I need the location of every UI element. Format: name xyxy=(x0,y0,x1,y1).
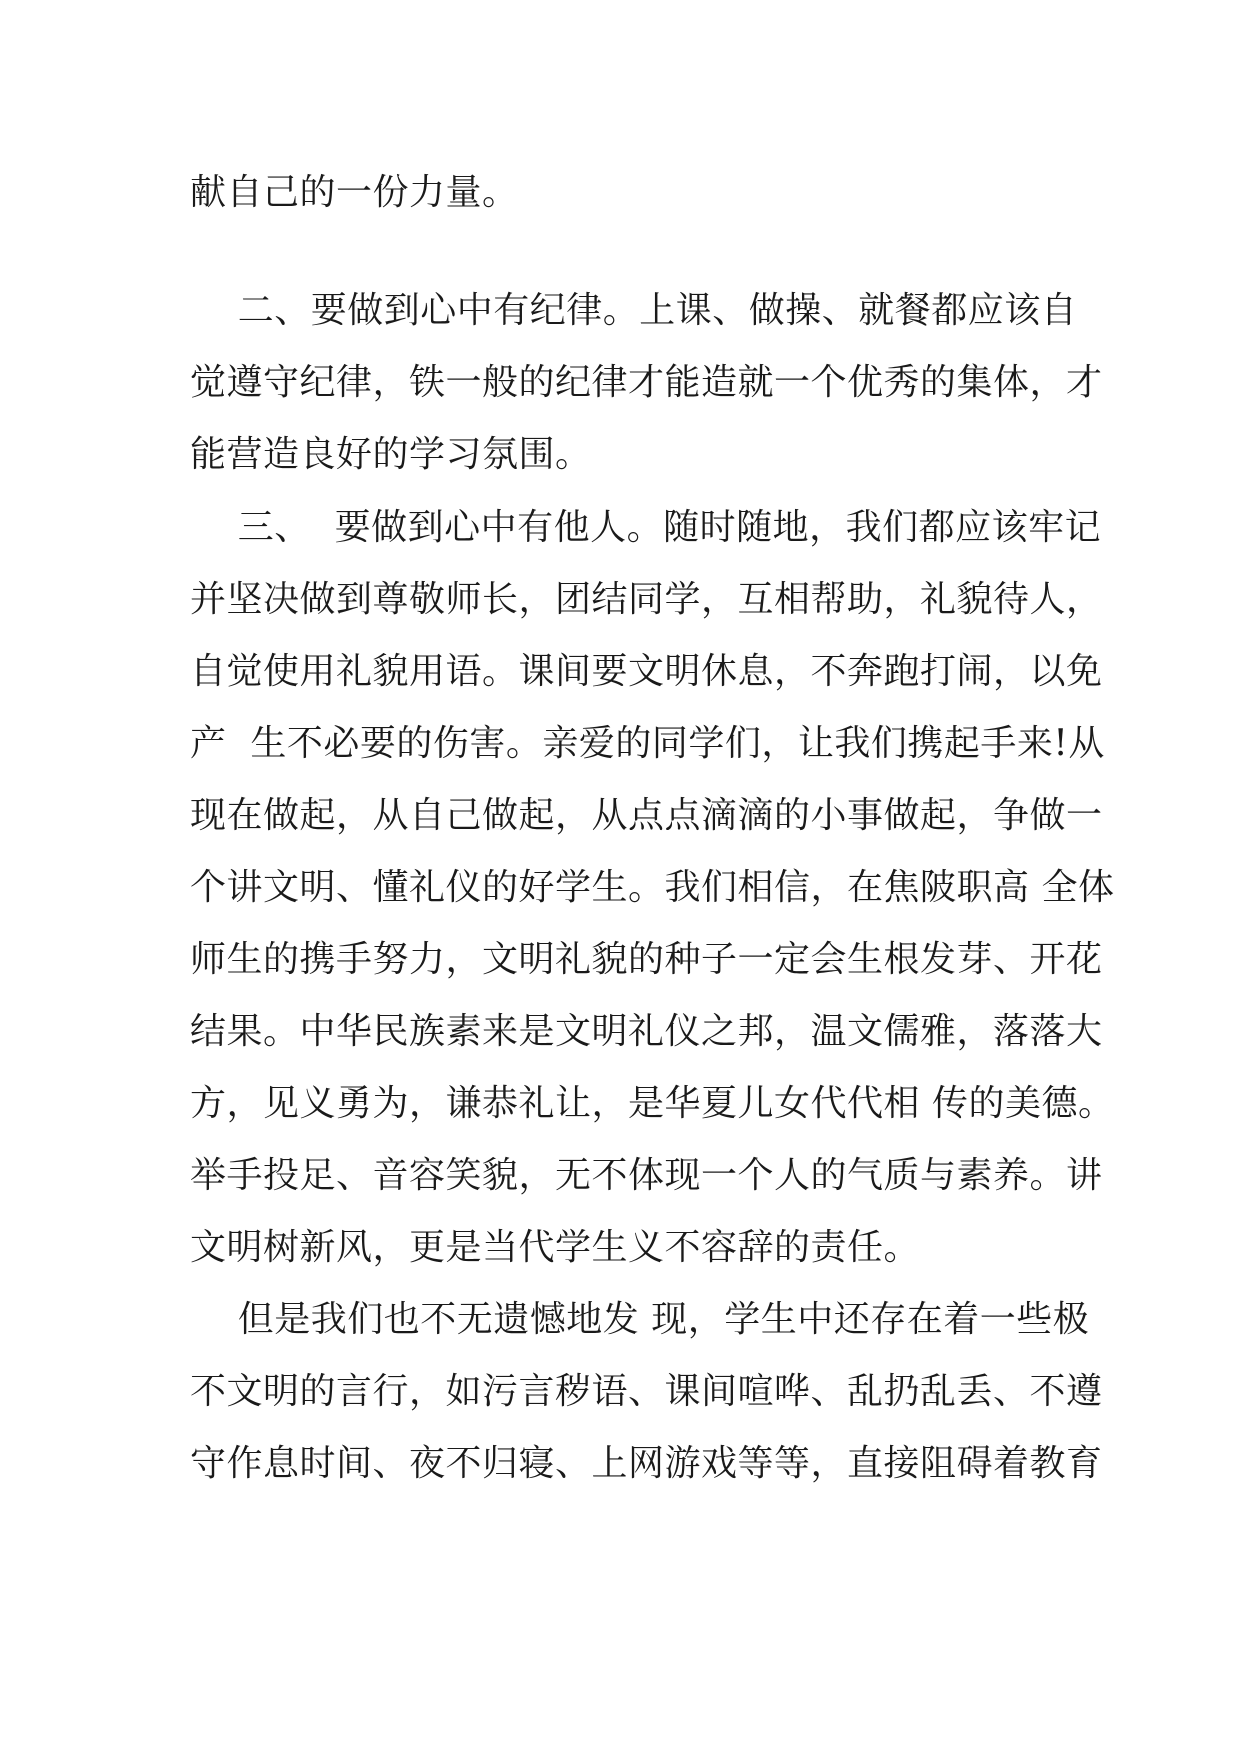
text-line: 产 生不必要的伤害。亲爱的同学们，让我们携起手来!从 xyxy=(190,723,1105,764)
text-line: 方，见义勇为，谦恭礼让，是华夏儿女代代相 传的美德。 xyxy=(190,1083,1115,1124)
text-line: 三、 要做到心中有他人。随时随地，我们都应该牢记 xyxy=(190,507,1102,548)
text-line: 守作息时间、夜不归寝、上网游戏等等，直接阻碍着教育 xyxy=(190,1443,1103,1484)
text-line: 能营造良好的学习氛围。 xyxy=(190,434,592,475)
text-line: 二、要做到心中有纪律。上课、做操、就餐都应该自 xyxy=(190,290,1078,331)
text-line: 但是我们也不无遗憾地发 现，学生中还存在着一些极 xyxy=(190,1299,1090,1340)
text-line: 个讲文明、懂礼仪的好学生。我们相信，在焦陂职高 全体 xyxy=(190,867,1115,908)
text-line: 不文明的言行，如污言秽语、课间喧哗、乱扔乱丢、不遵 xyxy=(190,1371,1103,1412)
text-line: 师生的携手努力，文明礼貌的种子一定会生根发芽、开花 xyxy=(190,939,1103,980)
text-line: 觉遵守纪律，铁一般的纪律才能造就一个优秀的集体，才 xyxy=(190,362,1103,403)
text-line: 文明树新风，更是当代学生义不容辞的责任。 xyxy=(190,1227,921,1268)
text-line: 举手投足、音容笑貌，无不体现一个人的气质与素养。讲 xyxy=(190,1155,1103,1196)
text-line: 现在做起，从自己做起，从点点滴滴的小事做起，争做一 xyxy=(190,795,1103,836)
text-line: 自觉使用礼貌用语。课间要文明休息，不奔跑打闹，以免 xyxy=(190,651,1103,692)
text-line: 献自己的一份力量。 xyxy=(190,172,519,213)
text-line: 并坚决做到尊敬师长，团结同学，互相帮助，礼貌待人， xyxy=(190,579,1103,620)
text-line: 结果。中华民族素来是文明礼仪之邦，温文儒雅，落落大 xyxy=(190,1011,1103,1052)
